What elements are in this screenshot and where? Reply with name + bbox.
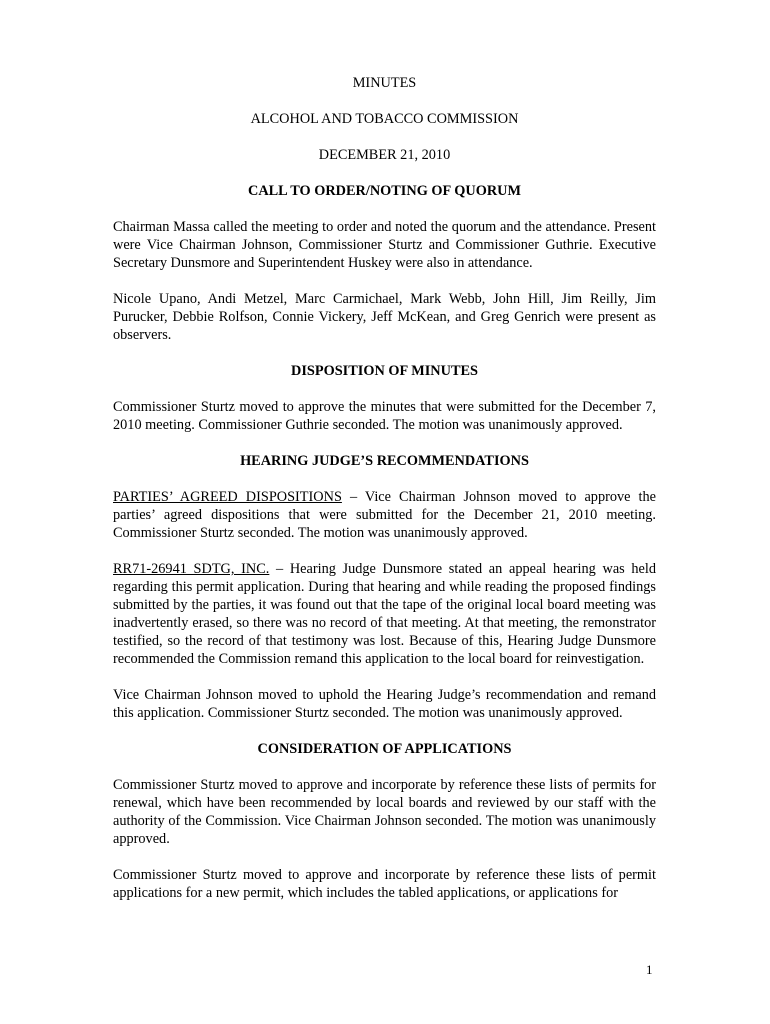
paragraph-attendance: Chairman Massa called the meeting to order and noted the quorum and the attendance. Present were Vice Chairman Johnson, Commissioner Sturtz and Commissioner Guthrie. Executive Secretary Dunsmore and Superintendent Huskey were also in attendance. — [113, 219, 656, 271]
agreed-dispositions-text: – Vice Chairman Johnson moved to approve the parties’ agreed dispositions that were submitted for the December 21, 2010 meeting. Commissioner Sturtz seconded. The motion was unanimously approved. — [113, 489, 656, 541]
paragraph-new-permits: Commissioner Sturtz moved to approve and incorporate by reference these lists of permit applications for a new permit, which includes the tabled applications, or applications for — [113, 867, 656, 901]
sdtg-text: – Hearing Judge Dunsmore stated an appeal hearing was held regarding this permit application. During that hearing and while reading the proposed findings submitted by the parties, it was found out that the tape of the original local board meeting was inadvertently erased, so there was no record of that meeting. At that meeting, the remonstrator testified, so the record of that testimony was lost. Because of this, Hearing Judge Dunsmore recommended the Commission remand this application to the local board for reinvestigation. — [113, 561, 657, 667]
section-heading-hearing: HEARING JUDGE’S RECOMMENDATIONS — [240, 453, 529, 469]
section-heading-applications: CONSIDERATION OF APPLICATIONS — [257, 741, 512, 757]
agreed-dispositions-label: PARTIES’ AGREED DISPOSITIONS — [113, 489, 342, 505]
paragraph-renewals: Commissioner Sturtz moved to approve and incorporate by reference these lists of permits for renewal, which have been recommended by local boards and reviewed by our staff with the authority of the Commission. Vice Chairman Johnson seconded. The motion was unanimously approved. — [113, 777, 656, 847]
section-heading-call-to-order: CALL TO ORDER/NOTING OF QUORUM — [248, 183, 521, 199]
doc-title: MINUTES — [352, 75, 417, 91]
sdtg-permit-label: RR71-26941 SDTG, INC. — [113, 561, 270, 577]
paragraph-remand: Vice Chairman Johnson moved to uphold the Hearing Judge’s recommendation and remand this application. Commissioner Sturtz seconded. The motion was unanimously approved. — [113, 687, 656, 721]
paragraph-sdtg — [113, 560, 656, 668]
paragraph-agreed-dispositions — [113, 488, 656, 542]
paragraph-disposition: Commissioner Sturtz moved to approve the minutes that were submitted for the December 7, 2010 meeting. Commissioner Guthrie seconded. The motion was unanimously approved. — [113, 399, 656, 433]
section-heading-disposition: DISPOSITION OF MINUTES — [291, 363, 478, 379]
document-body — [113, 74, 656, 902]
page-number: 1 — [646, 962, 653, 977]
meeting-date: DECEMBER 21, 2010 — [318, 147, 451, 163]
agency-name: ALCOHOL AND TOBACCO COMMISSION — [250, 111, 519, 127]
paragraph-observers: Nicole Upano, Andi Metzel, Marc Carmichael, Mark Webb, John Hill, Jim Reilly, Jim Purucker, Debbie Rolfson, Connie Vickery, Jeff McKean, and Greg Genrich were present as observers. — [113, 291, 656, 343]
